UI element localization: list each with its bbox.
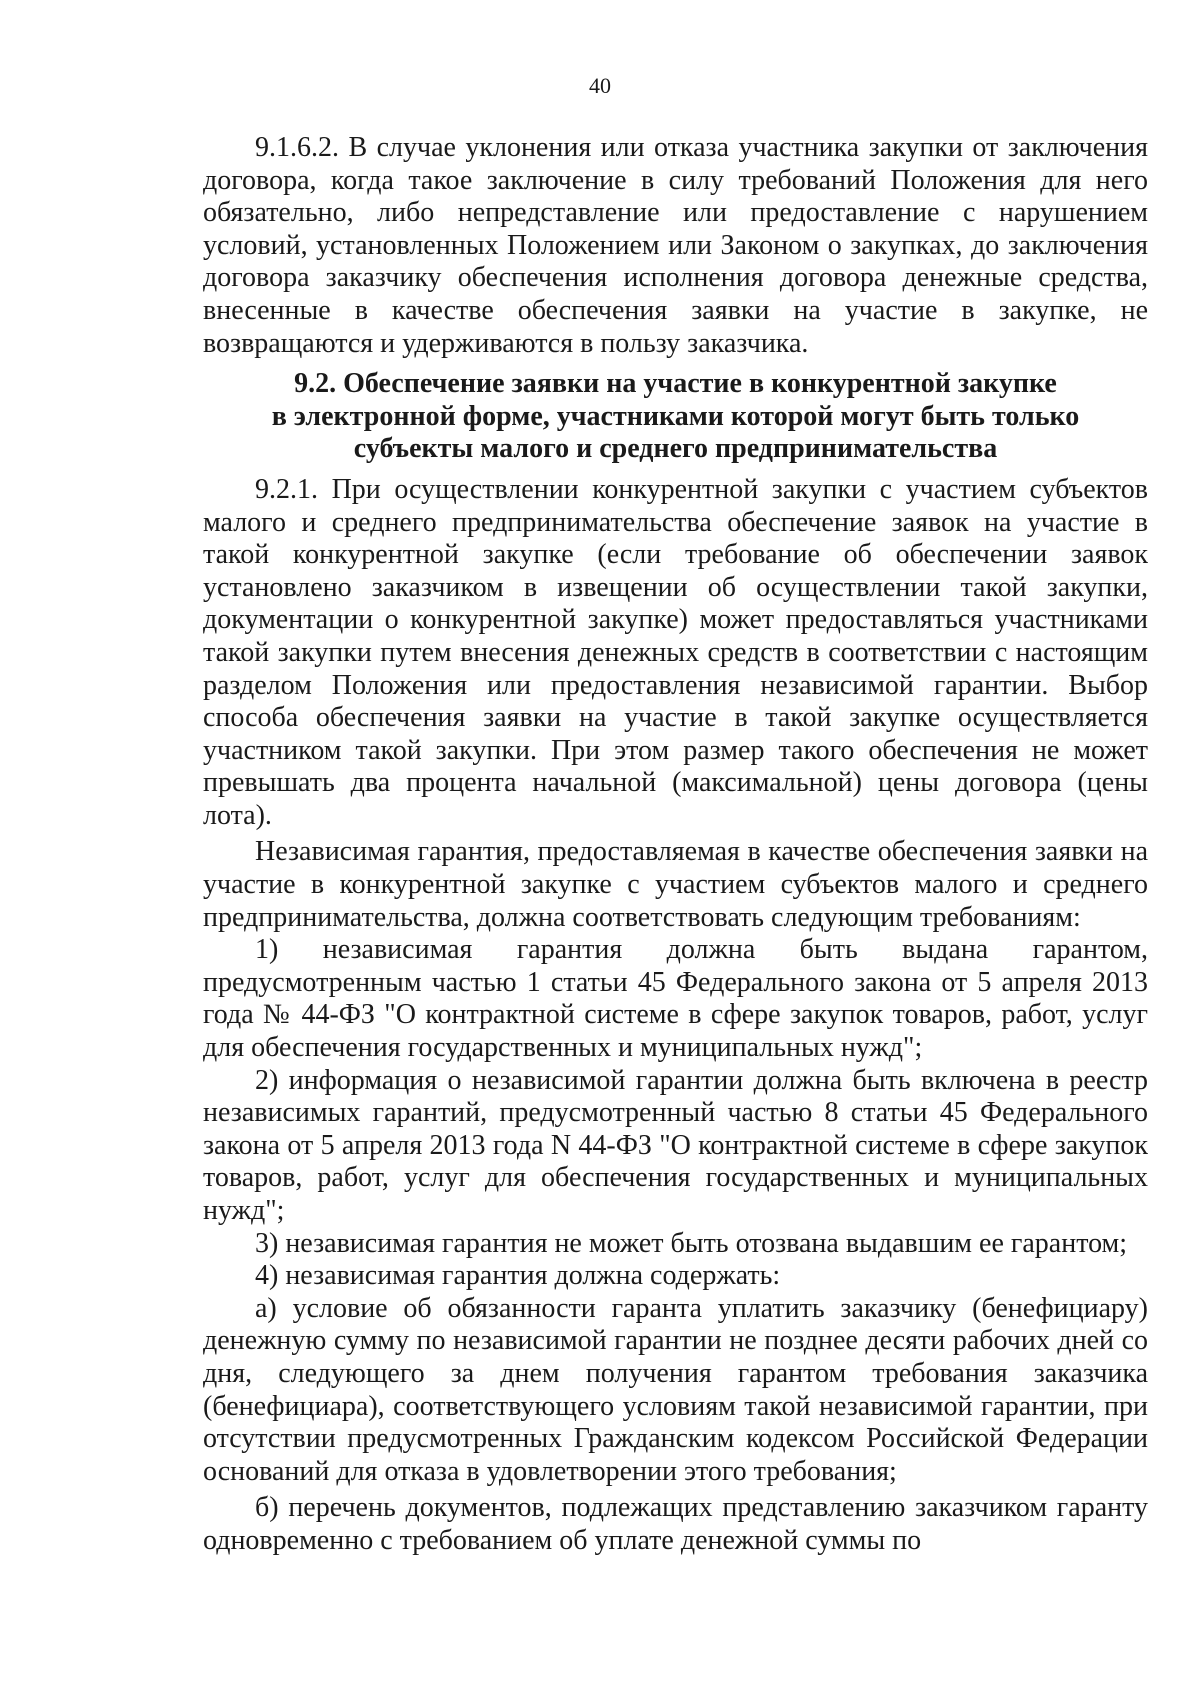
paragraph-9-2-1: 9.2.1. При осуществлении конкурентной закупки с участием субъектов малого и среднего предпринимательства обеспечение заявок на участие в такой конкурентной закупке (если требование об обеспечении заявок установлено заказчиком в извещении об осуществлении такой закупки, документации о конкурентной закупке) может предоставляться участниками такой закупки путем внесения денежных средств в соответствии с настоящим разделом Положения или предоставления независимой гарантии. Выбор способа обеспечения заявки на участие в такой закупке осуществляется участником такой закупки. При этом размер такого обеспечения не может превышать два процента начальной (максимальной) цены договора (цены лота). (203, 473, 1148, 831)
paragraph-guarantee-requirements: Независимая гарантия, предоставляемая в качестве обеспечения заявки на участие в конкурентной закупке с участием субъектов малого и среднего предпринимательства, должна соответствовать следующим требованиям: (203, 836, 1148, 933)
list-subitem-a: а) условие об обязанности гаранта уплатить заказчику (бенефициару) денежную сумму по независимой гарантии не позднее десяти рабочих дней со дня, следующего за днем получения гарантом требования заказчика (бенефициара), соответствующего условиям такой независимой гарантии, при отсутствии предусмотренных Гражданским кодексом Российской Федерации оснований для отказа в удовлетворении этого требования; (203, 1292, 1148, 1487)
section-heading-9-2 (203, 368, 1148, 466)
page-number: 40 (589, 73, 611, 98)
document-body (203, 132, 1148, 1558)
paragraph-9-1-6-2: 9.1.6.2. В случае уклонения или отказа участника закупки от заключения договора, когда такое заключение в силу требований Положения для него обязательно, либо непредставление или предоставление с нарушением условий, установленных Положением или Законом о закупках, до заключения договора заказчику обеспечения исполнения договора денежные средства, внесенные в качестве обеспечения заявки на участие в закупке, не возвращаются и удерживаются в пользу заказчика. (203, 132, 1148, 359)
list-subitem-b: б) перечень документов, подлежащих представлению заказчиком гаранту одновременно с требованием об уплате денежной суммы по (203, 1492, 1148, 1556)
list-item-4: 4) независимая гарантия должна содержать: (255, 1260, 781, 1292)
section-heading-line: субъекты малого и среднего предпринимательства (353, 433, 998, 465)
list-item-2: 2) информация о независимой гарантии должна быть включена в реестр независимых гарантий, предусмотренный частью 8 статьи 45 Федерального закона от 5 апреля 2013 года N 44-ФЗ "О контрактной системе в сфере закупок товаров, работ, услуг для обеспечения государственных и муниципальных нужд"; (203, 1064, 1148, 1226)
section-heading-line: в электронной форме, участниками которой могут быть только (271, 400, 1080, 432)
list-item-1: 1) независимая гарантия должна быть выдана гарантом, предусмотренным частью 1 статьи 45 Федерального закона от 5 апреля 2013 года № 44-ФЗ "О контрактной системе в сфере закупок товаров, работ, услуг для обеспечения государственных и муниципальных нужд"; (203, 934, 1148, 1064)
section-heading-line: 9.2. Обеспечение заявки на участие в конкурентной закупке (294, 368, 1057, 400)
list-item-3: 3) независимая гарантия не может быть отозвана выдавшим ее гарантом; (255, 1227, 1128, 1259)
